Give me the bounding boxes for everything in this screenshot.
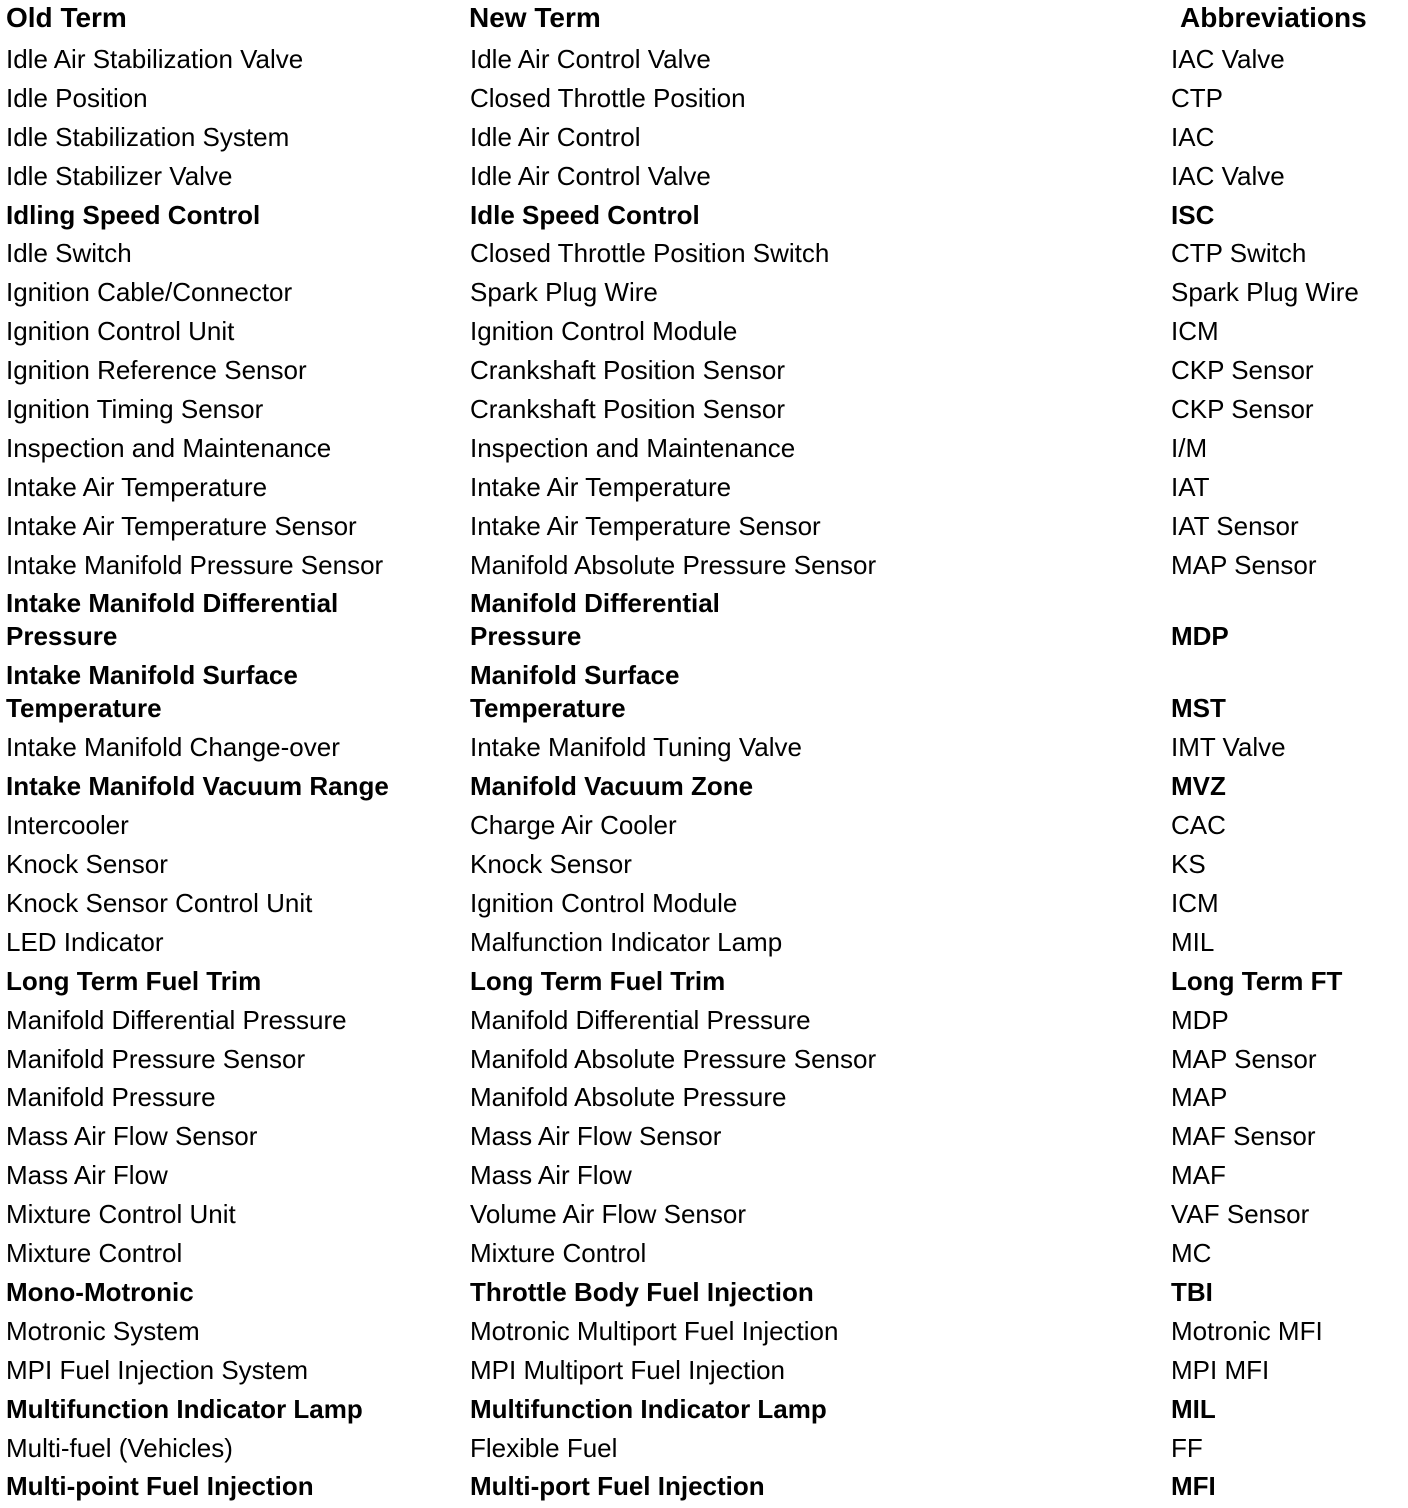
abbreviation-cell [1171, 1237, 1211, 1270]
old-term-cell [6, 1081, 216, 1114]
old-term-cell [6, 1237, 182, 1270]
new-term-cell [470, 393, 785, 426]
old-term-cell-text: Manifold Pressure [6, 1082, 216, 1113]
new-term-cell-text: Manifold Vacuum Zone [470, 771, 754, 802]
new-term-cell [470, 1081, 787, 1114]
abbreviation-cell-text: CKP Sensor [1171, 355, 1314, 386]
table-row [0, 963, 1408, 1002]
header-old-term: Old Term [6, 2, 127, 33]
abbreviation-cell-text: MDP [1171, 621, 1229, 652]
abbreviation-cell [1171, 965, 1342, 998]
abbreviation-cell-text: MFI [1171, 1471, 1216, 1502]
abbreviation-cell [1171, 1393, 1216, 1426]
abbreviation-cell [1171, 43, 1285, 76]
new-term-cell-text: Intake Manifold Tuning Valve [470, 732, 802, 763]
old-term-cell [6, 1004, 347, 1037]
new-term-cell-text: Manifold Surface [470, 660, 680, 691]
abbreviation-cell [1171, 160, 1285, 193]
abbreviation-cell-text: CTP Switch [1171, 238, 1307, 269]
table-row [0, 352, 1408, 391]
new-term-cell [470, 1159, 632, 1192]
table-row [0, 1079, 1408, 1118]
abbreviation-cell-text: FF [1171, 1432, 1203, 1463]
table-row [0, 41, 1408, 80]
old-term-cell-text: Intake Manifold Surface [6, 660, 298, 691]
abbreviation-cell [1171, 848, 1206, 881]
abbreviation-cell-text: Long Term FT [1171, 965, 1343, 996]
old-term-cell-text: Mass Air Flow Sensor [6, 1121, 258, 1152]
table-row [0, 469, 1408, 508]
new-term-cell-text: Manifold Absolute Pressure [470, 1082, 787, 1113]
abbreviation-cell-text: VAF Sensor [1171, 1199, 1310, 1230]
abbreviation-cell-text: MVZ [1171, 771, 1226, 802]
abbreviation-cell [1171, 770, 1226, 803]
old-term-cell [6, 1198, 236, 1231]
abbreviation-cell-text: CTP [1171, 82, 1223, 113]
new-term-cell [470, 1432, 617, 1465]
old-term-cell [6, 848, 168, 881]
old-term-cell-text: Intercooler [6, 810, 129, 841]
old-term-cell [6, 1159, 168, 1192]
new-term-cell-text: Manifold Absolute Pressure Sensor [470, 549, 877, 580]
table-row [0, 729, 1408, 768]
new-term-cell [470, 1276, 814, 1309]
old-term-cell-text: Mass Air Flow [6, 1160, 168, 1191]
old-term-cell [6, 510, 357, 543]
new-term-cell [470, 965, 725, 998]
new-term-cell-text: Spark Plug Wire [470, 277, 658, 308]
abbreviation-cell [1171, 1004, 1229, 1037]
new-term-cell [470, 731, 802, 764]
old-term-cell-text: Mono-Motronic [6, 1276, 194, 1307]
new-term-cell-text: Intake Air Temperature [470, 471, 732, 502]
new-term-cell-text: Motronic Multiport Fuel Injection [470, 1315, 839, 1346]
new-term-cell-text: Manifold Differential [470, 588, 720, 619]
old-term-cell [6, 393, 263, 426]
table-row [0, 885, 1408, 924]
old-term-cell-text: Multi-fuel (Vehicles) [6, 1432, 233, 1463]
terminology-table [0, 41, 1408, 1507]
abbreviation-cell [1171, 471, 1210, 504]
new-term-cell-text: Idle Speed Control [470, 199, 700, 230]
table-row [0, 1313, 1408, 1352]
old-term-cell [6, 315, 234, 348]
abbreviation-cell [1171, 276, 1359, 309]
new-term-cell-text: Charge Air Cooler [470, 810, 677, 841]
old-term-cell-text: Knock Sensor Control Unit [6, 888, 313, 919]
abbreviation-cell-text: Motronic MFI [1171, 1315, 1323, 1346]
old-term-cell-text: Temperature [6, 693, 162, 724]
table-row [0, 657, 1408, 729]
old-term-cell-text: Multi-point Fuel Injection [6, 1471, 314, 1502]
new-term-cell-text: Flexible Fuel [470, 1432, 618, 1463]
new-term-cell [470, 43, 711, 76]
table-row [0, 846, 1408, 885]
header-new-term: New Term [469, 2, 601, 33]
abbreviation-cell-text: CAC [1171, 810, 1226, 841]
old-term-cell-text: Idle Position [6, 82, 148, 113]
old-term-cell-text: Idle Air Stabilization Valve [6, 44, 304, 74]
new-term-cell [470, 121, 641, 154]
table-row [0, 508, 1408, 547]
new-term-cell-text: MPI Multiport Fuel Injection [470, 1354, 786, 1385]
abbreviation-cell-text: MIL [1171, 1393, 1216, 1424]
abbreviation-cell-text: IAC Valve [1171, 160, 1285, 191]
abbreviation-cell [1171, 510, 1299, 543]
abbreviation-cell [1171, 809, 1226, 842]
abbreviation-cell-text: IAT Sensor [1171, 510, 1299, 541]
new-term-cell-text: Manifold Absolute Pressure Sensor [470, 1043, 877, 1074]
old-term-cell [6, 1120, 257, 1153]
abbreviation-cell-text: MDP [1171, 1004, 1229, 1035]
new-term-cell-text: Closed Throttle Position [470, 82, 746, 113]
table-row [0, 119, 1408, 158]
old-term-cell-text: Motronic System [6, 1315, 200, 1346]
table-row [0, 807, 1408, 846]
old-term-cell [6, 965, 261, 998]
old-term-cell [6, 887, 312, 920]
abbreviation-cell [1171, 1315, 1323, 1348]
old-term-cell [6, 1276, 194, 1309]
abbreviation-cell-text: MAP [1171, 1082, 1228, 1113]
table-row [0, 1235, 1408, 1274]
old-term-cell-text: Ignition Timing Sensor [6, 394, 264, 425]
abbreviation-cell-text: MIL [1171, 926, 1215, 957]
abbreviation-cell-text: ICM [1171, 316, 1219, 347]
new-term-cell-text: Crankshaft Position Sensor [470, 355, 786, 386]
new-term-cell [470, 82, 746, 115]
old-term-cell-text: Idling Speed Control [6, 199, 261, 230]
new-term-cell [470, 237, 829, 270]
table-row [0, 1468, 1408, 1507]
old-term-cell [6, 731, 340, 764]
old-term-cell [6, 1315, 200, 1348]
new-term-cell-text: Multi-port Fuel Injection [470, 1471, 765, 1502]
abbreviation-cell [1171, 887, 1219, 920]
table-row [0, 1391, 1408, 1430]
old-term-cell [6, 199, 260, 232]
table-row [0, 391, 1408, 430]
old-term-cell-text: Mixture Control [6, 1238, 183, 1269]
new-term-cell [470, 809, 677, 842]
old-term-cell-text: Intake Manifold Differential [6, 588, 339, 619]
abbreviation-cell [1171, 549, 1316, 582]
table-row [0, 430, 1408, 469]
abbreviation-cell-text: MST [1171, 693, 1226, 724]
new-term-cell [470, 926, 782, 959]
abbreviation-cell [1171, 731, 1286, 764]
new-term-cell [470, 1237, 646, 1270]
old-term-cell [6, 809, 129, 842]
abbreviation-cell [1171, 1354, 1269, 1387]
old-term-cell [6, 432, 331, 465]
old-term-cell-text: MPI Fuel Injection System [6, 1354, 308, 1385]
table-row [0, 1157, 1408, 1196]
abbreviation-cell [1171, 1276, 1213, 1309]
old-term-cell [6, 1043, 305, 1076]
table-row [0, 313, 1408, 352]
old-term-cell [6, 587, 338, 653]
abbreviation-cell-text: Spark Plug Wire [1171, 277, 1359, 308]
header-abbreviations: Abbreviations [1180, 2, 1367, 33]
table-row [0, 768, 1408, 807]
abbreviation-cell [1171, 82, 1223, 115]
new-term-cell-text: Pressure [470, 621, 582, 652]
new-term-cell-text: Mass Air Flow [470, 1160, 632, 1191]
table-row [0, 274, 1408, 313]
old-term-cell-text: Intake Air Temperature Sensor [6, 510, 357, 541]
table-row [0, 158, 1408, 197]
abbreviation-cell [1171, 1470, 1216, 1503]
abbreviation-cell-text: I/M [1171, 432, 1208, 463]
new-term-cell [470, 887, 737, 920]
old-term-cell-text: Multifunction Indicator Lamp [6, 1393, 363, 1424]
new-term-cell-text: Inspection and Maintenance [470, 432, 796, 463]
old-term-cell [6, 770, 389, 803]
new-term-cell-text: Throttle Body Fuel Injection [470, 1276, 814, 1307]
old-term-cell-text: Manifold Pressure Sensor [6, 1043, 306, 1074]
table-header [0, 2, 1408, 38]
old-term-cell-text: LED Indicator [6, 926, 164, 957]
new-term-cell [470, 1315, 838, 1348]
new-term-cell [470, 160, 711, 193]
new-term-cell [470, 276, 658, 309]
new-term-cell [470, 510, 821, 543]
abbreviation-cell-text: IMT Valve [1171, 732, 1286, 763]
table-row [0, 924, 1408, 963]
table-row [0, 80, 1408, 119]
new-term-cell [470, 659, 679, 725]
table-row [0, 1274, 1408, 1313]
old-term-cell [6, 659, 298, 725]
table-row [0, 585, 1408, 657]
new-term-cell [470, 1470, 765, 1503]
old-term-cell [6, 237, 132, 270]
new-term-cell-text: Manifold Differential Pressure [470, 1004, 811, 1035]
new-term-cell-text: Idle Air Control Valve [470, 160, 711, 191]
abbreviation-cell [1171, 1198, 1309, 1231]
new-term-cell [470, 848, 632, 881]
abbreviation-cell-text: KS [1171, 849, 1206, 880]
abbreviation-cell-text: MPI MFI [1171, 1354, 1270, 1385]
old-term-cell [6, 1470, 314, 1503]
abbreviation-cell [1171, 692, 1226, 725]
abbreviation-cell [1171, 199, 1214, 232]
abbreviation-cell [1171, 393, 1314, 426]
old-term-cell-text: Intake Manifold Pressure Sensor [6, 549, 384, 580]
old-term-cell [6, 1432, 233, 1465]
abbreviation-cell-text: TBI [1171, 1276, 1213, 1307]
old-term-cell-text: Intake Manifold Vacuum Range [6, 771, 389, 802]
abbreviation-cell-text: MAP Sensor [1171, 1043, 1317, 1074]
new-term-cell-text: Closed Throttle Position Switch [470, 238, 830, 269]
new-term-cell [470, 1120, 721, 1153]
abbreviation-cell [1171, 237, 1306, 270]
new-term-cell [470, 315, 737, 348]
new-term-cell [470, 199, 700, 232]
abbreviation-cell [1171, 620, 1229, 653]
old-term-cell-text: Ignition Control Unit [6, 316, 235, 347]
abbreviation-cell [1171, 432, 1207, 465]
table-row [0, 1430, 1408, 1469]
old-term-cell-text: Ignition Cable/Connector [6, 277, 293, 308]
new-term-cell-text: Mass Air Flow Sensor [470, 1121, 722, 1152]
old-term-cell-text: Idle Switch [6, 238, 132, 269]
old-term-cell [6, 926, 164, 959]
new-term-cell-text: Idle Air Control Valve [470, 44, 711, 74]
old-term-cell [6, 82, 148, 115]
table-row [0, 1118, 1408, 1157]
abbreviation-cell-text: IAC [1171, 121, 1215, 152]
abbreviation-cell-text: MAP Sensor [1171, 549, 1317, 580]
new-term-cell [470, 549, 876, 582]
old-term-cell-text: Inspection and Maintenance [6, 432, 332, 463]
table-row [0, 235, 1408, 274]
abbreviation-cell [1171, 1159, 1226, 1192]
new-term-cell [470, 1198, 746, 1231]
new-term-cell-text: Ignition Control Module [470, 888, 738, 919]
abbreviation-cell [1171, 1432, 1203, 1465]
abbreviation-cell-text: IAT [1171, 471, 1210, 502]
old-term-cell-text: Long Term Fuel Trim [6, 965, 262, 996]
abbreviation-cell-text: ISC [1171, 199, 1215, 230]
table-row [0, 1352, 1408, 1391]
old-term-cell-text: Pressure [6, 621, 118, 652]
abbreviation-cell [1171, 1120, 1316, 1153]
new-term-cell-text: Mixture Control [470, 1238, 647, 1269]
new-term-cell-text: Multifunction Indicator Lamp [470, 1393, 827, 1424]
new-term-cell [470, 354, 785, 387]
abbreviation-cell [1171, 354, 1314, 387]
table-row [0, 197, 1408, 236]
new-term-cell-text: Intake Air Temperature Sensor [470, 510, 821, 541]
old-term-cell-text: Idle Stabilizer Valve [6, 160, 233, 191]
abbreviation-cell-text: MC [1171, 1238, 1212, 1269]
abbreviation-cell-text: ICM [1171, 888, 1219, 919]
old-term-cell [6, 1354, 308, 1387]
new-term-cell-text: Ignition Control Module [470, 316, 738, 347]
abbreviation-cell [1171, 926, 1214, 959]
abbreviation-cell-text: CKP Sensor [1171, 394, 1314, 425]
abbreviation-cell [1171, 1081, 1227, 1114]
old-term-cell [6, 43, 303, 76]
new-term-cell [470, 1043, 876, 1076]
new-term-cell [470, 1393, 827, 1426]
old-term-cell-text: Ignition Reference Sensor [6, 355, 307, 386]
old-term-cell [6, 471, 267, 504]
table-row [0, 1041, 1408, 1080]
abbreviation-cell-text: IAC Valve [1171, 44, 1285, 74]
old-term-cell-text: Mixture Control Unit [6, 1199, 236, 1230]
new-term-cell [470, 770, 753, 803]
old-term-cell-text: Knock Sensor [6, 849, 168, 880]
old-term-cell-text: Idle Stabilization System [6, 121, 290, 152]
old-term-cell [6, 354, 307, 387]
old-term-cell [6, 276, 292, 309]
table-row [0, 1196, 1408, 1235]
new-term-cell-text: Long Term Fuel Trim [470, 965, 726, 996]
new-term-cell [470, 1004, 811, 1037]
old-term-cell [6, 549, 383, 582]
table-row [0, 1002, 1408, 1041]
old-term-cell [6, 1393, 363, 1426]
old-term-cell-text: Manifold Differential Pressure [6, 1004, 347, 1035]
table-row [0, 547, 1408, 586]
new-term-cell-text: Crankshaft Position Sensor [470, 394, 786, 425]
new-term-cell-text: Temperature [470, 693, 626, 724]
abbreviation-cell-text: MAF Sensor [1171, 1121, 1316, 1152]
abbreviation-cell [1171, 121, 1214, 154]
new-term-cell [470, 432, 795, 465]
new-term-cell-text: Malfunction Indicator Lamp [470, 926, 783, 957]
old-term-cell [6, 121, 289, 154]
new-term-cell-text: Volume Air Flow Sensor [470, 1199, 747, 1230]
old-term-cell-text: Intake Air Temperature [6, 471, 268, 502]
old-term-cell [6, 160, 232, 193]
new-term-cell-text: Idle Air Control [470, 121, 641, 152]
abbreviation-cell-text: MAF [1171, 1160, 1226, 1191]
new-term-cell [470, 1354, 785, 1387]
new-term-cell [470, 587, 720, 653]
new-term-cell-text: Knock Sensor [470, 849, 632, 880]
abbreviation-cell [1171, 1043, 1316, 1076]
old-term-cell-text: Intake Manifold Change-over [6, 732, 340, 763]
new-term-cell [470, 471, 731, 504]
abbreviation-cell [1171, 315, 1219, 348]
